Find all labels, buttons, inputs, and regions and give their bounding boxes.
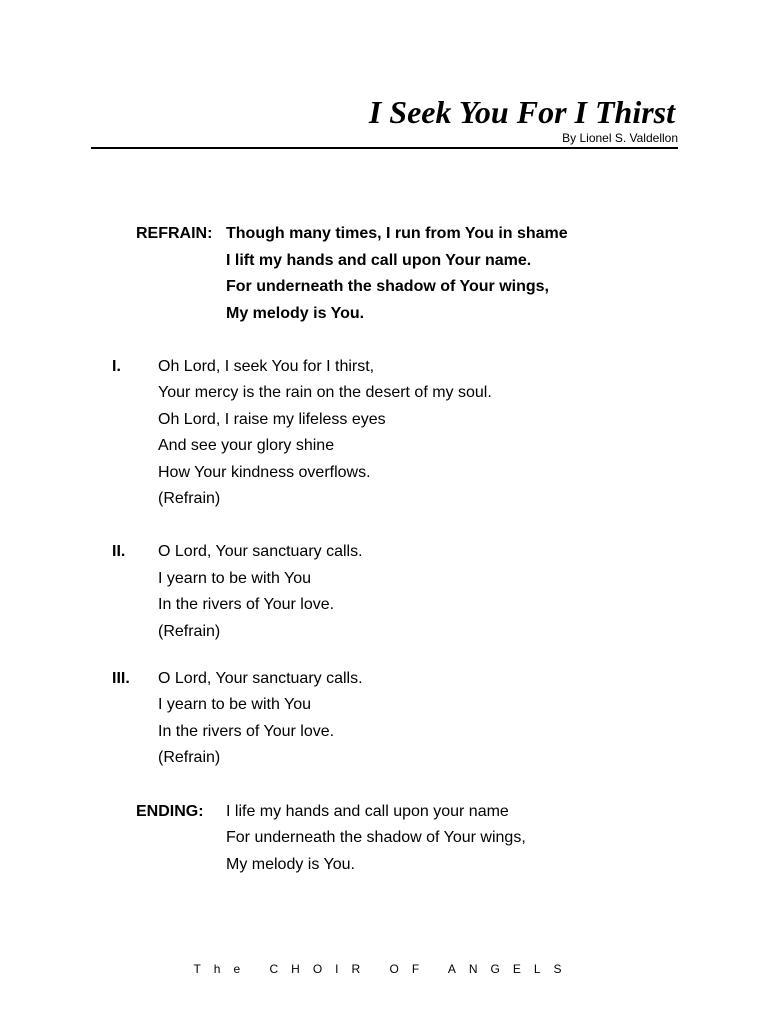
verse-line: O Lord, Your sanctuary calls. (158, 670, 363, 687)
refrain-label: REFRAIN: (136, 225, 213, 242)
verse-line: (Refrain) (158, 490, 221, 507)
verse-line: Oh Lord, I seek You for I thirst, (158, 358, 375, 375)
refrain-line: I lift my hands and call upon Your name. (226, 252, 532, 269)
refrain-line: Though many times, I run from You in shame (226, 225, 568, 242)
verse-line: I yearn to be with You (158, 696, 311, 713)
ending-line: I life my hands and call upon your name (226, 803, 509, 820)
verse-line: O Lord, Your sanctuary calls. (158, 543, 363, 560)
ending-label: ENDING: (136, 803, 204, 820)
song-title: I Seek You For I Thirst (368, 94, 675, 130)
verse-line: Your mercy is the rain on the desert of my soul. (158, 384, 492, 401)
ending-line: My melody is You. (226, 856, 355, 873)
refrain-line: For underneath the shadow of Your wings, (226, 278, 549, 295)
refrain-line: My melody is You. (226, 305, 365, 322)
verse-line: And see your glory shine (158, 437, 335, 454)
author-credit: By Lionel S. Valdellon (562, 131, 678, 145)
ending-line: For underneath the shadow of Your wings, (226, 829, 526, 846)
verse-number: I. (112, 358, 121, 375)
verse-line: Oh Lord, I raise my lifeless eyes (158, 411, 386, 428)
verse-line: (Refrain) (158, 749, 221, 766)
verse-line: I yearn to be with You (158, 570, 311, 587)
verse-line: (Refrain) (158, 623, 221, 640)
verse-number: II. (112, 543, 126, 560)
verse-line: In the rivers of Your love. (158, 596, 335, 613)
verse-line: How Your kindness overflows. (158, 464, 371, 481)
verse-line: In the rivers of Your love. (158, 723, 335, 740)
footer-text: The CHOIR OF ANGELS (193, 962, 575, 976)
header-rule (91, 147, 678, 149)
verse-number: III. (112, 670, 130, 687)
